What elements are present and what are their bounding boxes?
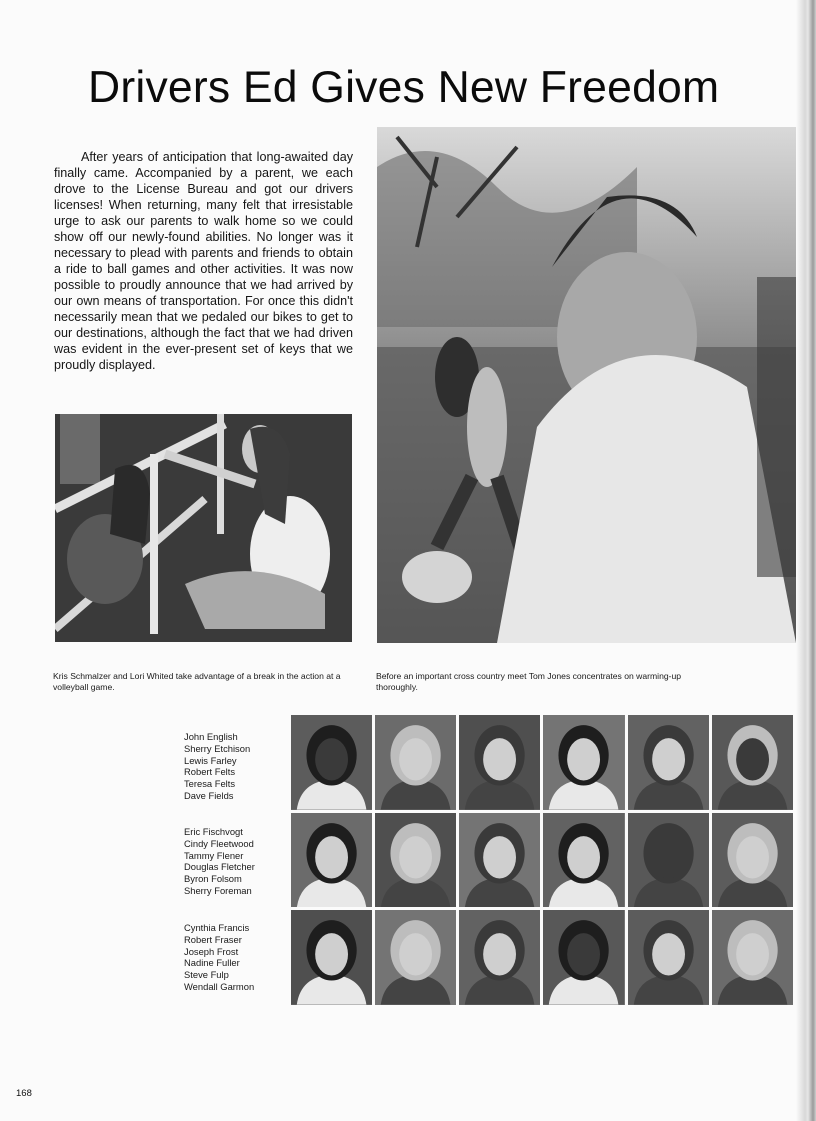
student-portrait xyxy=(543,715,624,810)
student-name: Wendall Garmon xyxy=(184,980,255,992)
page-title: Drivers Ed Gives New Freedom xyxy=(88,63,720,112)
volleyball-caption: Kris Schmalzer and Lori Whited take advantage of a break in the action at a volleyball game. xyxy=(53,671,341,692)
runner-image xyxy=(377,127,796,643)
student-name: Sherry Etchison xyxy=(184,742,251,754)
student-portrait xyxy=(291,813,372,908)
student-portrait xyxy=(375,910,456,1005)
article-body: After years of anticipation that long-awaited day finally came. Accompanied by a parent, we each drove to the License Bureau and got our drivers licenses! When returning, many felt that irresistable urge to ask our parents to walk home so we could show off our newly-found abilities. No longer was it necessary to plead with parents and friends to obtain a ride to ball games and other activities. It was now possible to proudly announce that we had arrived by our own means of transportation. For once this didn't necessarily mean that we pedaled our bikes to get to our destinations, although the fact that we had driven was evident in the ever-present set of keys that we proudly displayed. xyxy=(54,150,353,372)
page-binding-gutter xyxy=(796,0,816,1121)
student-portrait xyxy=(712,910,793,1005)
student-portrait xyxy=(543,910,624,1005)
student-portrait xyxy=(291,910,372,1005)
student-portrait xyxy=(291,715,372,810)
student-name: Dave Fields xyxy=(184,789,234,801)
cross-country-caption: Before an important cross country meet Tom Jones concentrates on warming-up thoroughly. xyxy=(376,671,682,692)
student-portrait xyxy=(628,813,709,908)
student-name: Cindy Fleetwood xyxy=(184,837,254,849)
student-portrait xyxy=(375,715,456,810)
student-name: Sherry Foreman xyxy=(184,884,252,896)
student-name: Lewis Farley xyxy=(184,754,237,766)
student-name: Nadine Fuller xyxy=(184,957,240,969)
student-name: Robert Fraser xyxy=(184,933,242,945)
student-portrait xyxy=(628,715,709,810)
student-name: Tammy Flener xyxy=(184,849,244,861)
student-name: Eric Fischvogt xyxy=(184,826,243,837)
volleyball-image xyxy=(55,414,352,642)
student-portrait xyxy=(459,813,540,908)
student-name: Teresa Felts xyxy=(184,778,236,790)
student-name: Joseph Frost xyxy=(184,945,239,957)
name-list-row-1 xyxy=(184,731,284,802)
student-portrait xyxy=(459,910,540,1005)
volleyball-photo xyxy=(55,414,352,642)
student-portrait xyxy=(628,910,709,1005)
student-portrait xyxy=(712,715,793,810)
name-list-row-2 xyxy=(184,826,284,897)
cross-country-photo xyxy=(377,127,796,643)
student-name: Douglas Fletcher xyxy=(184,861,255,873)
student-portrait xyxy=(459,715,540,810)
student-name: Cynthia Francis xyxy=(184,922,250,933)
student-portrait xyxy=(375,813,456,908)
name-list-row-3 xyxy=(184,922,284,993)
student-name: Byron Folsom xyxy=(184,873,242,885)
student-portrait xyxy=(712,813,793,908)
student-name: Steve Fulp xyxy=(184,969,229,981)
portrait-grid xyxy=(291,715,793,1005)
student-name: John English xyxy=(184,731,238,742)
student-name: Robert Felts xyxy=(184,766,236,778)
page-number: 168 xyxy=(16,1088,32,1099)
student-portrait xyxy=(543,813,624,908)
